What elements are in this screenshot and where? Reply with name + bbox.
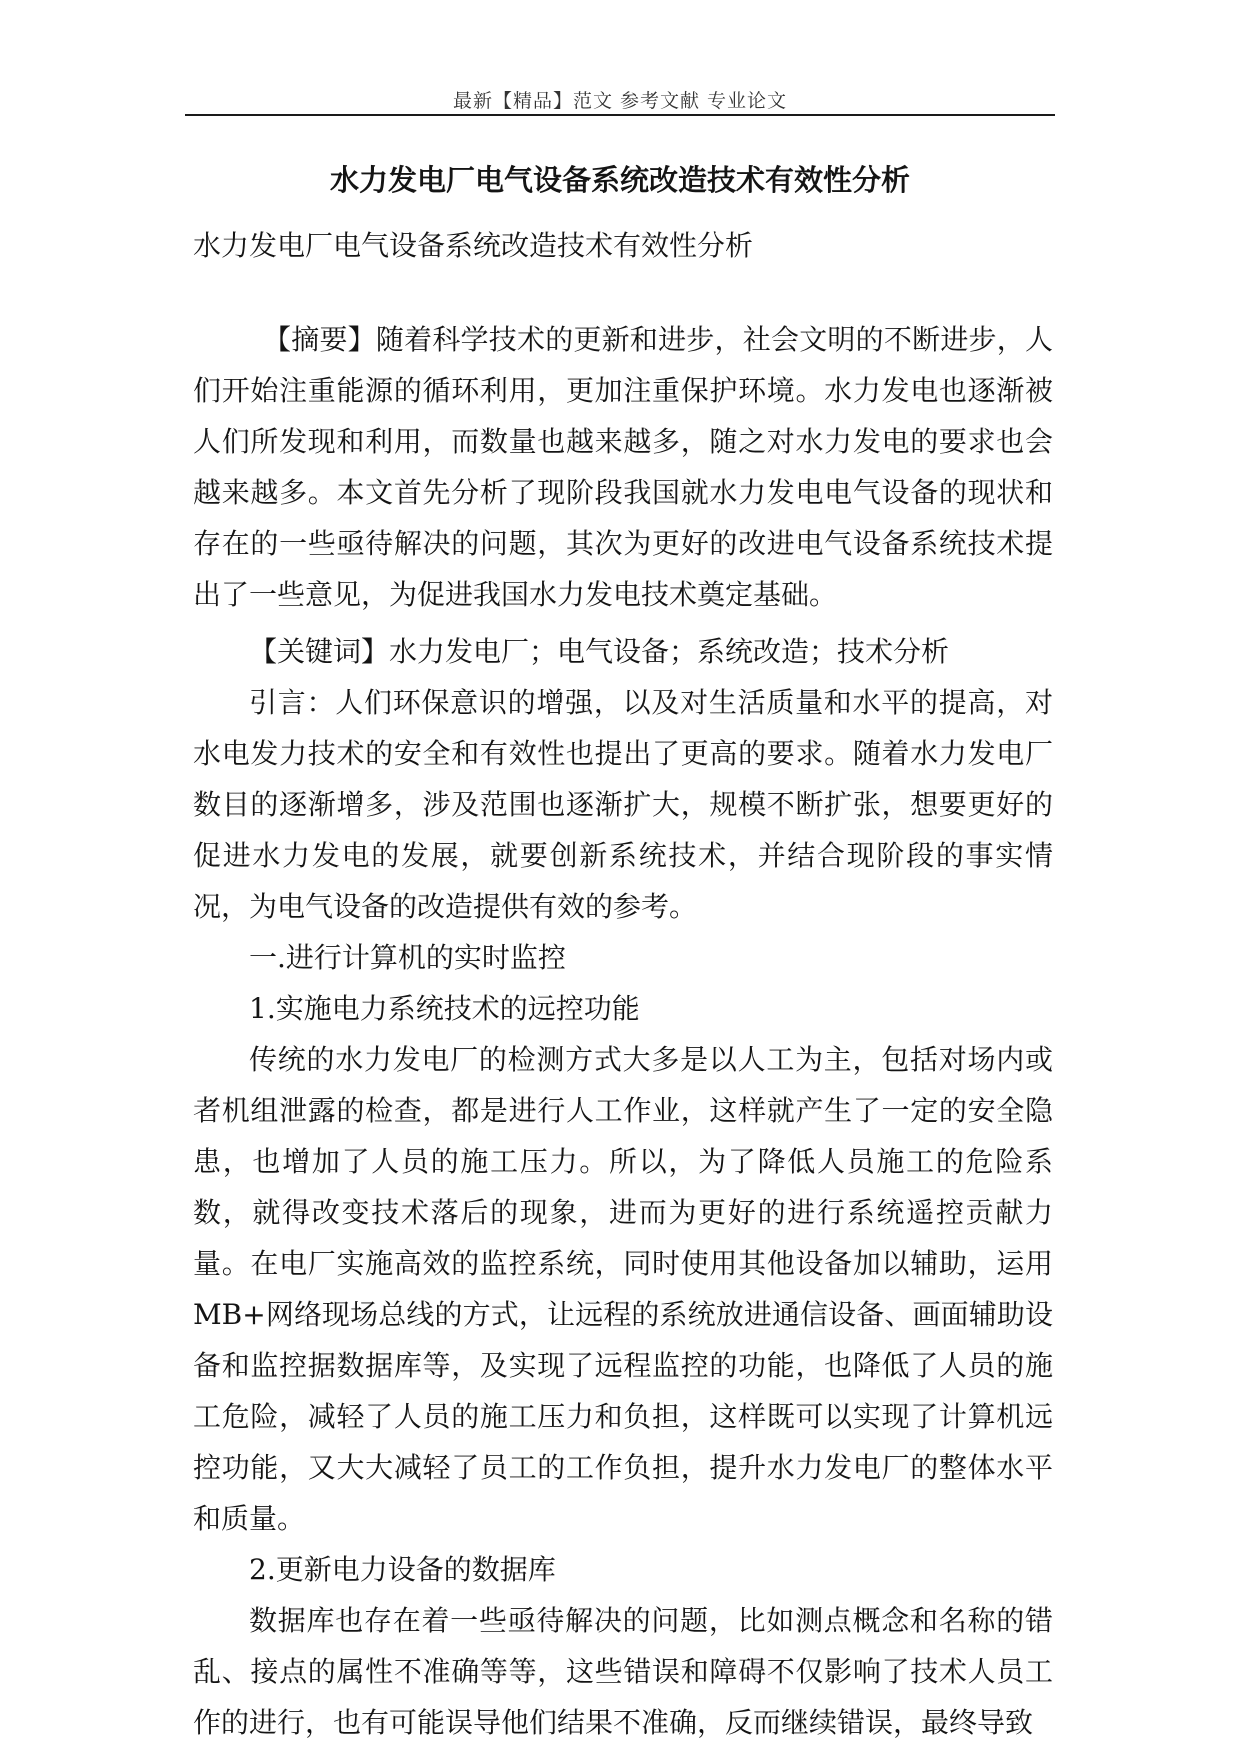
document-title: 水力发电厂电气设备系统改造技术有效性分析 [329, 163, 910, 197]
section-heading: 一.进行计算机的实时监控 [249, 941, 566, 974]
subsection-heading-2: 2.更新电力设备的数据库 [249, 1553, 556, 1586]
header-divider [185, 114, 1055, 116]
body-paragraph-2: 数据库也存在着一些亟待解决的问题，比如测点概念和名称的错乱、接点的属性不准确等等，这些错误和障碍不仅影响了技术人员工作的进行，也有可能误导他们结果不准确，反而继续错误，最终导致 [193, 1604, 1053, 1739]
body-paragraph-1: 传统的水力发电厂的检测方式大多是以人工为主，包括对场内或者机组泄露的检查，都是进行人工作业，这样就产生了一定的安全隐患，也增加了人员的施工压力。所以，为了降低人员施工的危险系数，就得改变技术落后的现象，进而为更好的进行系统遥控贡献力量。在电厂实施高效的监控系统，同时使用其他设备加以辅助，运用 MB+网络现场总线的方式，让远程的系统放进通信设备、画面辅助设备和监控据数据库等，及实现了远程监控的功能，也降低了人员的施工危险，减轻了人员的施工压力和负担，这样既可以实现了计算机远控功能，又大大减轻了员工的工作负担，提升水力发电厂的整体水平和质量。 [193, 1043, 1053, 1535]
introduction-paragraph: 引言：人们环保意识的增强，以及对生活质量和水平的提高，对水电发力技术的安全和有效性也提出了更高的要求。随着水力发电厂数目的逐渐增多，涉及范围也逐渐扩大，规模不断扩张，想要更好的促进水力发电的发展，就要创新系统技术，并结合现阶段的事实情况，为电气设备的改造提供有效的参考。 [193, 686, 1053, 923]
keywords-line: 【关键词】水力发电厂；电气设备；系统改造；技术分析 [249, 635, 950, 668]
subsection-heading-1: 1.实施电力系统技术的远控功能 [249, 992, 640, 1025]
abstract-paragraph: 【摘要】随着科学技术的更新和进步，社会文明的不断进步，人们开始注重能源的循环利用，更加注重保护环境。水力发电也逐渐被人们所发现和利用，而数量也越来越多，随之对水力发电的要求也会越来越多。本文首先分析了现阶段我国就水力发电电气设备的现状和存在的一些亟待解决的问题，其次为更好的改进电气设备系统技术提出了一些意见，为促进我国水力发电技术奠定基础。 [193, 323, 1053, 611]
subtitle-text: 水力发电厂电气设备系统改造技术有效性分析 [193, 229, 754, 262]
main-body [193, 626, 1053, 1748]
abstract-section [193, 314, 1053, 620]
running-header: 最新【精品】范文 参考文献 专业论文 [452, 90, 788, 112]
document-subtitle [193, 220, 1053, 271]
